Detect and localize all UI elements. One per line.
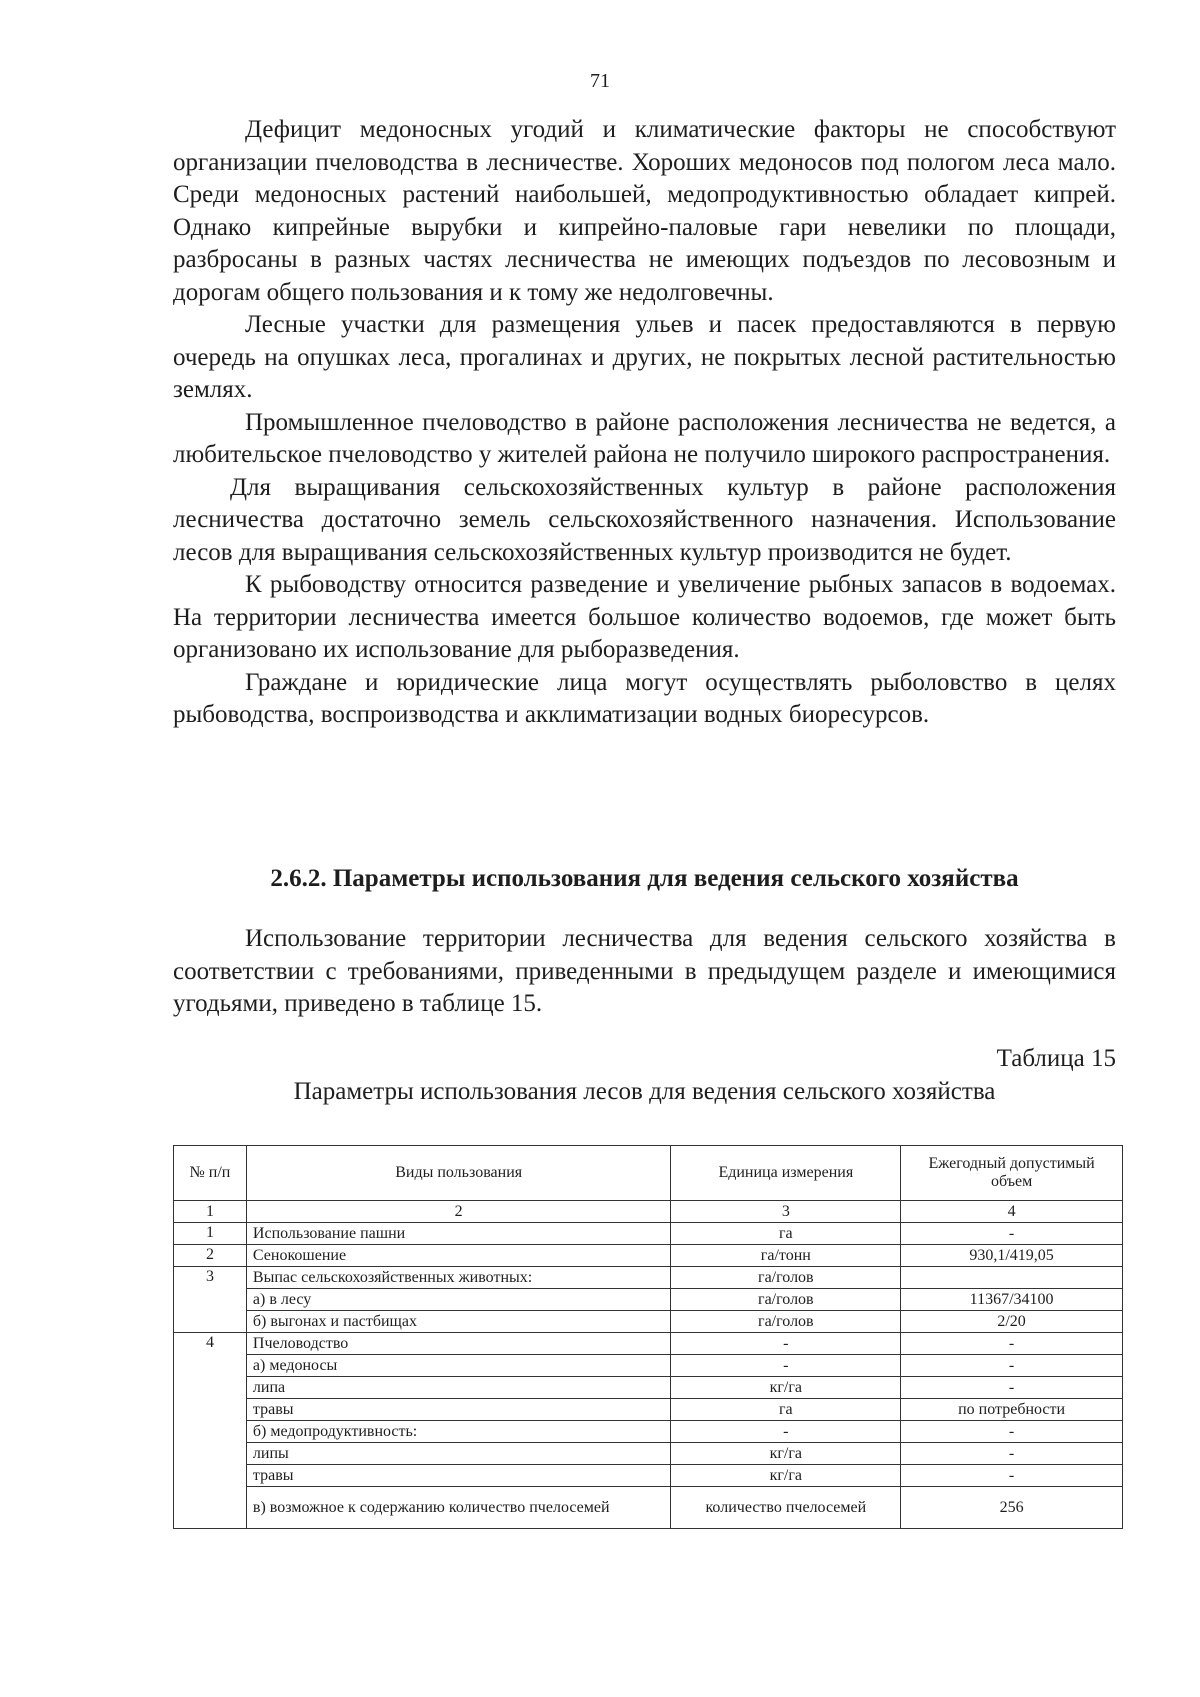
cell-usage: Пчеловодство — [246, 1333, 671, 1355]
page-number: 71 — [590, 70, 610, 92]
table-row — [174, 1333, 1123, 1355]
cell-unit: кг/га — [671, 1377, 901, 1399]
cell-usage: б) выгонах и пастбищах — [246, 1311, 671, 1333]
cell-usage: а) медоносы — [246, 1355, 671, 1377]
header-cell-usage: Виды пользования — [246, 1146, 671, 1201]
cell-volume — [901, 1267, 1123, 1289]
column-number-row — [174, 1201, 1123, 1223]
intro-paragraph: Использование территории лесничества для ведения сельского хозяйства в соответствии с требованиями, приведенными в предыдущем разделе и имеющимися угодьями, приведено в таблице 15. — [173, 925, 1116, 1017]
table-row — [174, 1355, 1123, 1377]
intro-text — [173, 923, 1116, 1021]
cell-usage: Использование пашни — [246, 1223, 671, 1245]
table-row — [174, 1311, 1123, 1333]
cell-usage: липы — [246, 1443, 671, 1465]
cell-volume: - — [901, 1333, 1123, 1355]
cell-usage: травы — [246, 1399, 671, 1421]
table-row — [174, 1377, 1123, 1399]
column-number: 3 — [671, 1201, 901, 1223]
cell-volume: по потребности — [901, 1399, 1123, 1421]
paragraph: Промышленное пчеловодство в районе расположения лесничества не ведется, а любительское пчеловодство у жителей района не получило широкого распространения. — [173, 408, 1116, 468]
table-row — [174, 1399, 1123, 1421]
cell-unit: - — [671, 1333, 901, 1355]
table-row — [174, 1267, 1123, 1289]
table-row — [174, 1487, 1123, 1529]
cell-unit: га/тонн — [671, 1245, 901, 1267]
paragraph: Граждане и юридические лица могут осуществлять рыболовство в целях рыбоводства, воспроизводства и акклиматизации водных биоресурсов. — [173, 668, 1116, 728]
cell-volume: - — [901, 1465, 1123, 1487]
cell-volume: 2/20 — [901, 1311, 1123, 1333]
column-number: 4 — [901, 1201, 1123, 1223]
table-header-row — [174, 1146, 1123, 1201]
cell-volume: - — [901, 1421, 1123, 1443]
table-row — [174, 1443, 1123, 1465]
cell-unit: кг/га — [671, 1465, 901, 1487]
table-label: Таблица 15 — [996, 1045, 1116, 1072]
body-text — [173, 114, 1116, 732]
table-row — [174, 1421, 1123, 1443]
cell-volume: 256 — [901, 1487, 1123, 1529]
table-row — [174, 1289, 1123, 1311]
cell-number: 3 — [174, 1267, 247, 1333]
cell-volume: - — [901, 1223, 1123, 1245]
cell-unit: - — [671, 1355, 901, 1377]
paragraph: Для выращивания сельскохозяйственных культур в районе расположения лесничества достаточно земель сельскохозяйственного назначения. Использование лесов для выращивания сельскохозяйственных культур производится не будет. — [173, 473, 1116, 566]
cell-unit: количество пчелосемей — [671, 1487, 901, 1529]
paragraph: Лесные участки для размещения ульев и пасек предоставляются в первую очередь на опушках леса, прогалинах и других, не покрытых лесной растительностью землях. — [173, 311, 1116, 403]
column-number: 2 — [246, 1201, 671, 1223]
table-row — [174, 1465, 1123, 1487]
cell-unit: га/голов — [671, 1289, 901, 1311]
cell-unit: га/голов — [671, 1311, 901, 1333]
table-title: Параметры использования лесов для ведения сельского хозяйства — [293, 1078, 996, 1105]
paragraph: К рыбоводству относится разведение и увеличение рыбных запасов в водоемах. На территории лесничества имеется большое количество водоемов, где может быть организовано их использование для рыборазведения. — [173, 571, 1116, 663]
cell-unit: га — [671, 1399, 901, 1421]
cell-volume: - — [901, 1355, 1123, 1377]
cell-unit: га — [671, 1223, 901, 1245]
parameters-table — [173, 1145, 1123, 1529]
cell-unit: - — [671, 1421, 901, 1443]
table-row — [174, 1223, 1123, 1245]
cell-unit: кг/га — [671, 1443, 901, 1465]
cell-usage: б) медопродуктивность: — [246, 1421, 671, 1443]
cell-number: 1 — [174, 1223, 247, 1245]
cell-volume: - — [901, 1377, 1123, 1399]
paragraph: Дефицит медоносных угодий и климатические факторы не способствуют организации пчеловодства в лесничестве. Хороших медоносов под пологом леса мало. Среди медоносных растений наибольшей, медопродуктивностью обладает кипрей. Однако кипрейные вырубки и кипрейно-паловые гари невелики по площади, разбросаны в разных частях лесничества не имеющих подъездов по лесовозным и дорогам общего пользования и к тому же недолговечны. — [173, 116, 1116, 306]
cell-usage: в) возможное к содержанию количество пчелосемей — [246, 1487, 671, 1529]
header-cell-number: № п/п — [174, 1146, 247, 1201]
table-row — [174, 1245, 1123, 1267]
cell-usage: Выпас сельскохозяйственных животных: — [246, 1267, 671, 1289]
header-cell-volume: Ежегодный допустимый объем — [901, 1146, 1123, 1201]
cell-volume: 930,1/419,05 — [901, 1245, 1123, 1267]
section-heading: 2.6.2. Параметры использования для ведения сельского хозяйства — [270, 865, 1019, 892]
cell-volume: 11367/34100 — [901, 1289, 1123, 1311]
header-cell-unit: Единица измерения — [671, 1146, 901, 1201]
cell-usage: травы — [246, 1465, 671, 1487]
cell-usage: Сенокошение — [246, 1245, 671, 1267]
cell-usage: липа — [246, 1377, 671, 1399]
cell-number: 2 — [174, 1245, 247, 1267]
cell-number: 4 — [174, 1333, 247, 1529]
column-number: 1 — [174, 1201, 247, 1223]
cell-unit: га/голов — [671, 1267, 901, 1289]
cell-usage: а) в лесу — [246, 1289, 671, 1311]
cell-volume: - — [901, 1443, 1123, 1465]
